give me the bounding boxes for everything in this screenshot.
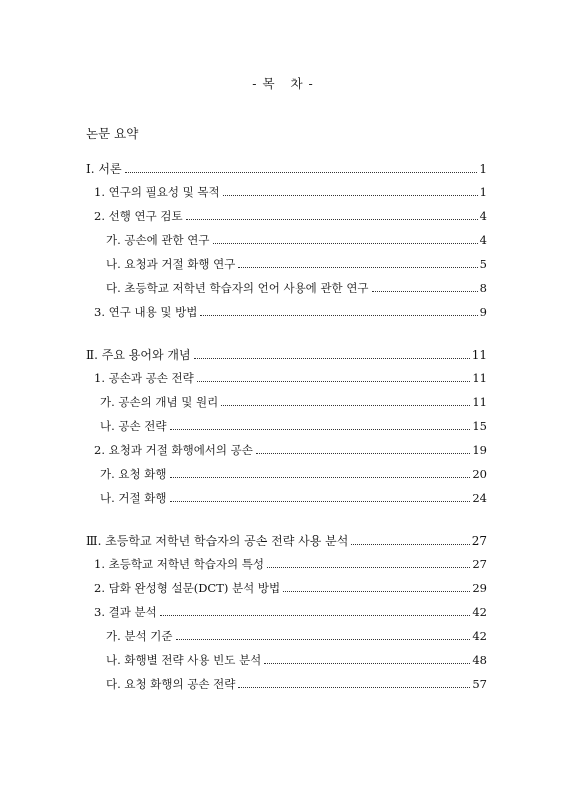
toc-entry-page: 27 bbox=[472, 557, 487, 571]
toc-entry-page: 20 bbox=[472, 467, 487, 481]
toc-entry-page: 15 bbox=[472, 419, 487, 433]
toc-entry[interactable] bbox=[86, 532, 487, 550]
dot-leader bbox=[351, 543, 469, 545]
toc-entry-page: 48 bbox=[472, 653, 487, 667]
toc-entry-label: 3. 결과 분석 bbox=[94, 605, 157, 619]
dot-leader bbox=[213, 242, 478, 244]
toc-entry[interactable] bbox=[94, 370, 487, 388]
toc-entry-label: 나. 화행별 전략 사용 빈도 분석 bbox=[106, 653, 262, 667]
toc-entry[interactable] bbox=[106, 676, 487, 694]
toc-entry-page: 19 bbox=[472, 443, 487, 457]
dot-leader bbox=[267, 566, 470, 568]
toc-entry[interactable] bbox=[94, 580, 487, 598]
dot-leader bbox=[125, 171, 478, 173]
dot-leader bbox=[170, 500, 471, 502]
toc-entry-label: Ⅱ. 주요 용어와 개념 bbox=[86, 348, 191, 362]
dot-leader bbox=[160, 614, 471, 616]
toc-entry-label: 가. 요청 화행 bbox=[100, 467, 167, 481]
toc-entry-page: 11 bbox=[472, 395, 487, 409]
toc-entry-label: 가. 분석 기준 bbox=[106, 629, 173, 643]
toc-entry[interactable] bbox=[106, 628, 487, 646]
toc-entry-page: 42 bbox=[472, 629, 487, 643]
dot-leader bbox=[238, 266, 477, 268]
toc-entry-label: 2. 선행 연구 검토 bbox=[94, 209, 183, 223]
toc-entry[interactable] bbox=[106, 280, 487, 298]
toc-entry-page: 5 bbox=[479, 257, 487, 271]
dot-leader bbox=[186, 218, 478, 220]
dot-leader bbox=[176, 638, 471, 640]
dot-leader bbox=[238, 686, 470, 688]
dot-leader bbox=[170, 428, 471, 430]
toc-entry[interactable] bbox=[94, 208, 487, 226]
toc-entry-page: 4 bbox=[479, 233, 487, 247]
toc-entry-page: 57 bbox=[472, 677, 487, 691]
toc-entry-label: 2. 요청과 거절 화행에서의 공손 bbox=[94, 443, 253, 457]
toc-entry-label: Ⅲ. 초등학교 저학년 학습자의 공손 전략 사용 분석 bbox=[86, 534, 349, 548]
toc-entry-page: 1 bbox=[479, 185, 487, 199]
toc-entry-label: 다. 초등학교 저학년 학습자의 언어 사용에 관한 연구 bbox=[106, 281, 369, 295]
toc-entry[interactable] bbox=[94, 442, 487, 460]
toc-entry[interactable] bbox=[100, 418, 487, 436]
toc-entry-label: 1. 초등학교 저학년 학습자의 특성 bbox=[94, 557, 265, 571]
toc-entry[interactable] bbox=[106, 652, 487, 670]
toc-entry-page: 4 bbox=[479, 209, 487, 223]
dot-leader bbox=[221, 404, 470, 406]
toc-entry[interactable] bbox=[94, 556, 487, 574]
toc-entry-label: 1. 공손과 공손 전략 bbox=[94, 371, 194, 385]
toc-entry-page: 11 bbox=[472, 371, 487, 385]
dot-leader bbox=[256, 452, 470, 454]
toc-entry-page: 42 bbox=[472, 605, 487, 619]
page-title: - 목 차 - bbox=[252, 76, 314, 91]
toc-entry-page: 11 bbox=[471, 348, 487, 362]
toc-entry[interactable] bbox=[86, 346, 487, 364]
dot-leader bbox=[283, 590, 470, 592]
dot-leader bbox=[197, 380, 471, 382]
toc-entry-label: 3. 연구 내용 및 방법 bbox=[94, 305, 198, 319]
toc-entry-label: 나. 공손 전략 bbox=[100, 419, 167, 433]
toc-entry-label: 나. 요청과 거절 화행 연구 bbox=[106, 257, 236, 271]
toc-entry-label: 2. 담화 완성형 설문(DCT) 분석 방법 bbox=[94, 581, 281, 595]
abstract-link[interactable]: 논문 요약 bbox=[86, 126, 139, 141]
toc-entry-page: 24 bbox=[472, 491, 487, 505]
toc-entry-label: 나. 거절 화행 bbox=[100, 491, 167, 505]
toc-entry-label: 가. 공손에 관한 연구 bbox=[106, 233, 210, 247]
dot-leader bbox=[264, 662, 470, 664]
toc-entry-page: 8 bbox=[479, 281, 487, 295]
dot-leader bbox=[372, 290, 478, 292]
dot-leader bbox=[194, 357, 470, 359]
toc-entry[interactable] bbox=[86, 160, 487, 178]
toc-entry-label: 다. 요청 화행의 공손 전략 bbox=[106, 677, 236, 691]
toc-entry-label: Ⅰ. 서론 bbox=[86, 162, 122, 176]
toc-entry[interactable] bbox=[94, 304, 487, 322]
toc-entry-label: 1. 연구의 필요성 및 목적 bbox=[94, 185, 220, 199]
dot-leader bbox=[200, 314, 477, 316]
toc-entry[interactable] bbox=[106, 232, 487, 250]
toc-entry[interactable] bbox=[94, 604, 487, 622]
toc-entry-page: 1 bbox=[479, 162, 487, 176]
toc-entry-page: 29 bbox=[472, 581, 487, 595]
toc-entry[interactable] bbox=[100, 466, 487, 484]
dot-leader bbox=[223, 194, 478, 196]
toc-entry-page: 9 bbox=[479, 305, 487, 319]
toc-entry-page: 27 bbox=[471, 534, 487, 548]
toc-entry[interactable] bbox=[106, 256, 487, 274]
toc-entry[interactable] bbox=[100, 490, 487, 508]
toc-entry[interactable] bbox=[94, 184, 487, 202]
toc-entry-label: 가. 공손의 개념 및 원리 bbox=[100, 395, 219, 409]
dot-leader bbox=[170, 476, 471, 478]
toc-entry[interactable] bbox=[100, 394, 487, 412]
